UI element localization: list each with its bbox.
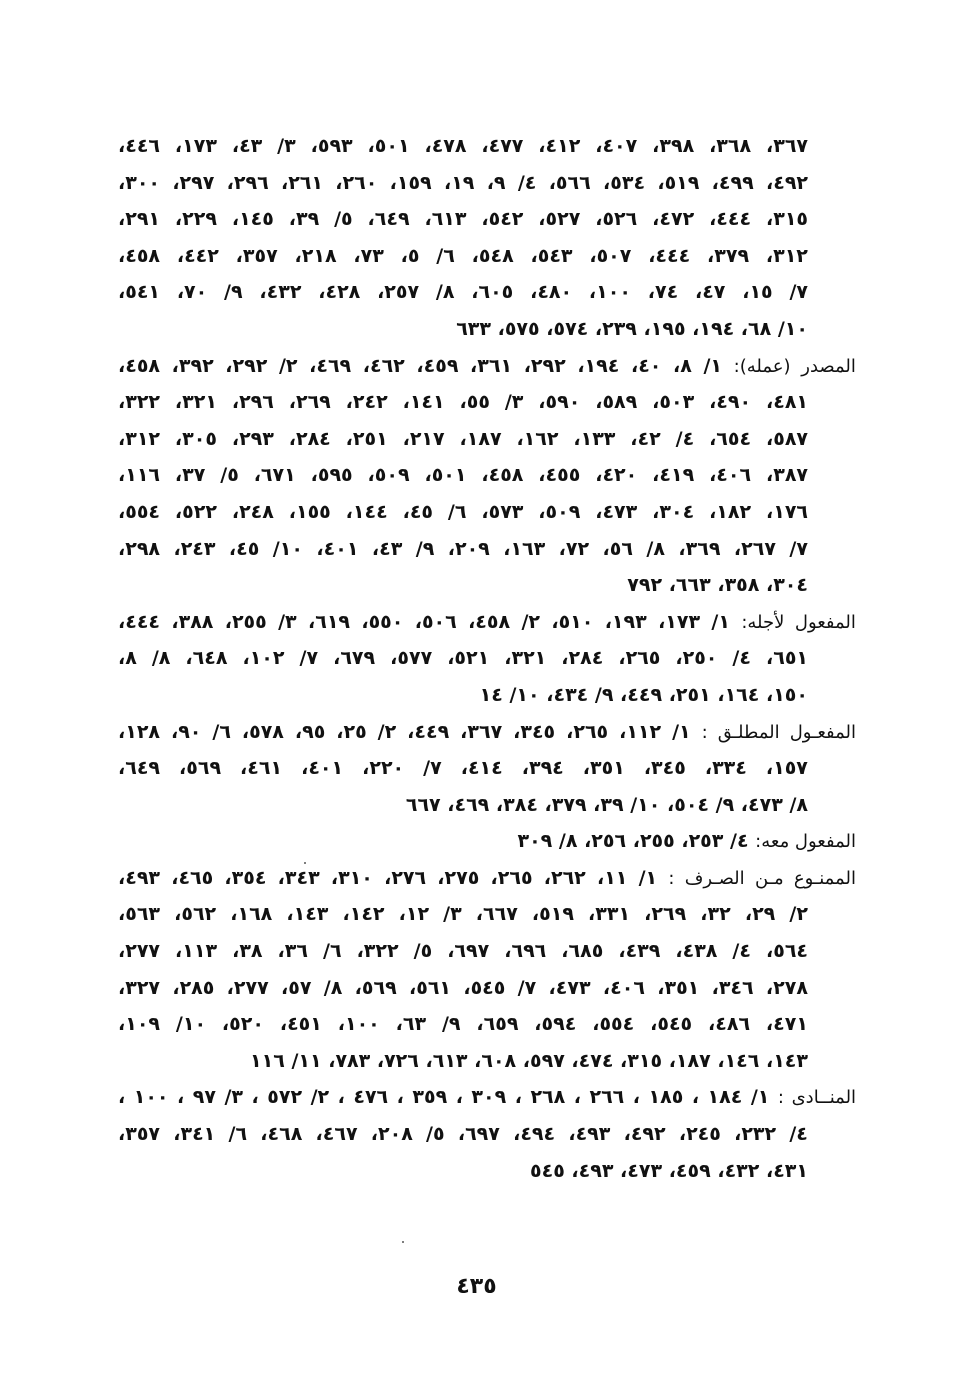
index-line [118,604,856,641]
index-line: ٥٨٧، ٦٥٤، ٤/ ٤٢، ١٣٣، ١٦٢، ١٨٧، ٢١٧، ٢٥١، ٢٨٤، ٢٩٣، ٣٠٥، ٣١٢، [118,427,808,450]
index-entry-mafool-mutlaq [118,714,856,824]
index-line: ١٥٧، ٣٣٤، ٣٤٥، ٣٥١، ٣٩٤، ٤١٤، ٧/ ٢٢٠، ٤٠١، ٤٦١، ٥٦٩، ٦٤٩، [118,757,808,780]
index-line [118,860,856,897]
index-entry-masdar [118,348,856,604]
index-refs: ٤/ ٢٥٣، ٢٥٥، ٢٥٦، ٨/ ٣٠٩ [517,830,749,853]
index-refs: ١/ ١٧٣، ١٩٣، ٥١٠، ٢/ ٤٥٨، ٥٠٦، ٥٥٠، ٦١٩، ٣/ ٢٥٥، ٣٨٨، ٤٤٤، [118,610,730,633]
index-term: المفعـول المطلـق : [701,721,856,743]
index-line: ٤٣١، ٤٣٢، ٤٥٩، ٤٧٣، ٤٩٣، ٥٤٥ [530,1159,808,1182]
index-line: ١٠/ ٦٨، ١٩٤، ١٩٥، ٢٣٩، ٥٧٤، ٥٧٥، ٦٣٣ [456,317,808,340]
index-line: ٣١٢، ٣٧٩، ٤٤٤، ٥٠٧، ٥٤٣، ٥٤٨، ٦/ ٥، ٧٣، ٢١٨، ٣٥٧، ٤٤٢، ٤٥٨، [118,244,808,267]
index-line: ١٥٠، ١٦٤، ٢٥١، ٤٤٩، ٩/ ٤٣٤، ١٠/ ١٤ [479,683,808,706]
index-line: ٧/ ١٥، ٤٧، ٧٤، ١٠٠، ٤٨٠، ٦٠٥، ٨/ ٢٥٧، ٤٢٨، ٤٣٢، ٩/ ٧٠، ٥٤١، [118,281,808,304]
index-line: ١٤٣، ١٤٦، ١٨٧، ٣١٥، ٤٧٤، ٥٩٧، ٦٠٨، ٦١٣، ٧٢٦، ٧٨٣، ١١/ ١١٦ [250,1049,808,1072]
index-line: ٤٩٢، ٤٩٩، ٥١٩، ٥٣٤، ٥٦٦، ٤/ ٩، ١٩، ١٥٩، ٢٦٠، ٢٦١، ٢٩٦، ٢٩٧، ٣٠٠، [118,171,808,194]
index-line: ٢٧٨، ٣٤٦، ٣٥١، ٤٠٦، ٤٧٣، ٧/ ٥٤٥، ٥٦١، ٥٦٩، ٨/ ٥٧، ٢٧٧، ٢٨٥، ٣٢٧، [118,976,808,999]
index-term: المصدر (عمله): [733,355,856,377]
index-line [118,823,856,860]
page-number: ٤٣٥ [456,1274,497,1299]
index-entry-continuation [118,128,838,348]
index-line: ٢/ ٢٩، ٣٢، ٢٦٩، ٣٣١، ٥١٩، ٦٦٧، ٣/ ١٢، ١٤٢، ١٤٣، ١٦٨، ٥٦٢، ٥٦٣، [118,903,808,926]
index-refs: ١/ ١١، ٢٦٢، ٢٦٥، ٢٧٥، ٢٧٦، ٣١٠، ٣٤٣، ٣٥٤، ٤٦٥، ٤٩٣، [118,866,658,889]
index-refs: ١/ ١٨٤ ، ١٨٥ ، ٢٦٦ ، ٢٦٨ ، ٣٠٩ ، ٣٥٩ ، ٤٧٦ ، ٢/ ٥٧٢ ، ٣/ ٩٧ ، ١٠٠ ، [118,1086,770,1109]
index-line: ٤٧١، ٤٨٦، ٥٤٥، ٥٥٤، ٥٩٤، ٦٥٩، ٩/ ٦٣، ١٠٠، ٤٥١، ٥٢٠، ١٠/ ١٠٩، [118,1013,808,1036]
index-line: ٣١٥، ٤٤٤، ٤٧٢، ٥٢٦، ٥٢٧، ٥٤٢، ٦١٣، ٦٤٩، ٥/ ٣٩، ١٤٥، ٢٢٩، ٢٩١، [118,208,808,231]
index-line: ٥٦٤، ٤/ ٤٣٨، ٤٣٩، ٦٨٥، ٦٩٦، ٦٩٧، ٥/ ٣٢٢، ٦/ ٣٦، ٣٨، ١١٣، ٢٧٧، [118,940,808,963]
index-refs: ١/ ١١٢، ٢٦٥، ٣٤٥، ٣٦٧، ٤٤٩، ٢/ ٢٥، ٩٥، ٥٧٨، ٦/ ٩٠، ١٢٨، [118,720,691,743]
scan-speck [304,862,306,864]
index-term: المنــادى : [777,1087,856,1109]
index-line [118,348,856,385]
index-line [118,1079,856,1116]
index-line: ٣٦٧، ٣٦٨، ٣٩٨، ٤٠٧، ٤١٢، ٤٧٧، ٤٧٨، ٥٠١، ٥٩٣، ٣/ ٤٣، ١٧٣، ٤٤٦، [118,135,808,157]
scan-speck [402,1241,404,1243]
index-line: ٣٨٧، ٤٠٦، ٤١٩، ٤٢٠، ٤٥٥، ٤٥٨، ٥٠١، ٥٠٩، ٥٩٥، ٦٧١، ٥/ ٣٧، ١١٦، [118,464,808,487]
index-line: ٣٠٤، ٣٥٨، ٦٦٣، ٧٩٢ [627,574,808,597]
index-line: ٨/ ٤٧٣، ٩/ ٥٠٤، ١٠/ ٣٩، ٣٧٩، ٣٨٤، ٤٦٩، ٦٦٧ [405,793,808,816]
index-entry-munada [118,1079,856,1189]
index-term: المفعول معه: [755,831,856,853]
index-entry-mafool-maah [118,823,856,860]
index-line: ٦٥١، ٤/ ٢٥٠، ٢٦٥، ٢٨٤، ٣٢١، ٥٢١، ٥٧٧، ٦٧٩، ٧/ ١٠٢، ٦٤٨، ٨/ ٨، [118,647,808,670]
index-term: الممنـوع مـن الصـرف : [668,867,856,889]
index-entry-mamnoo-min-alsarf [118,860,856,1080]
index-line: ٧/ ٢٦٧، ٣٦٩، ٨/ ٥٦، ٧٢، ١٦٣، ٢٠٩، ٩/ ٤٣، ٤٠١، ١٠/ ٤٥، ٢٤٣، ٢٩٨، [118,537,808,560]
index-line: ٤٨١، ٤٩٠، ٥٠٣، ٥٨٩، ٥٩٠، ٣/ ٥٥، ١٤١، ٢٤٢، ٢٦٩، ٢٩٦، ٣٢١، ٣٢٢، [118,391,808,414]
index-term: المفعول لأجله: [741,611,856,633]
index-line: ١٧٦، ١٨٢، ٣٠٤، ٤٧٣، ٥٠٩، ٥٧٣، ٦/ ٤٥، ١٤٤، ١٥٥، ٢٤٨، ٥٢٢، ٥٥٤، [118,500,808,523]
index-body [118,128,856,1189]
index-line: ٤/ ٢٣٢، ٢٤٥، ٤٩٢، ٤٩٣، ٤٩٤، ٦٩٧، ٥/ ٢٠٨، ٤٦٧، ٤٦٨، ٦/ ٣٤١، ٣٥٧، [118,1123,808,1146]
index-line [118,714,856,751]
index-entry-mafool-liajlih [118,604,856,714]
index-refs: ١/ ٨، ٤٠، ١٩٤، ٢٩٢، ٣٦١، ٤٥٩، ٤٦٢، ٤٦٩، ٢/ ٢٩٢، ٣٩٢، ٤٥٨، [118,354,723,377]
